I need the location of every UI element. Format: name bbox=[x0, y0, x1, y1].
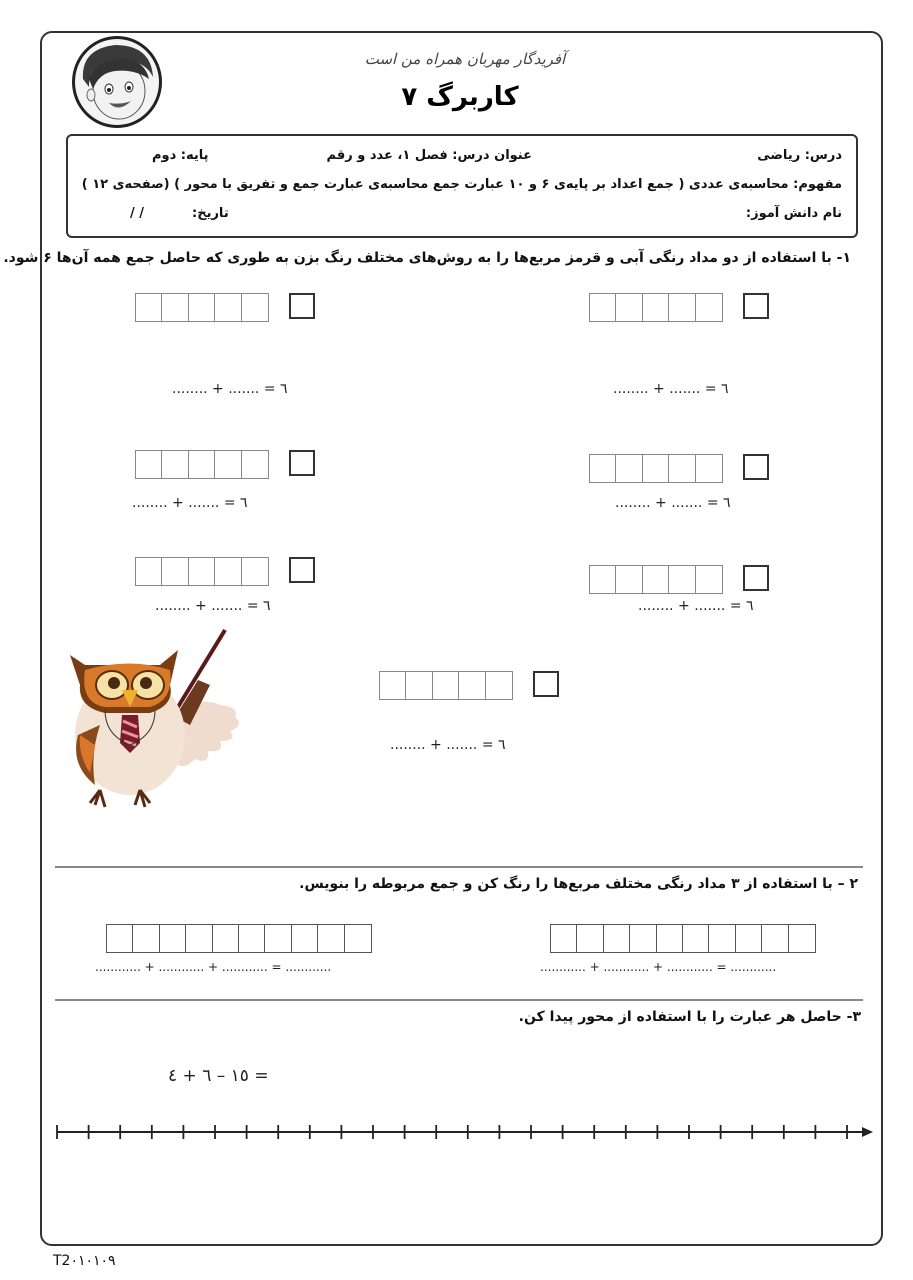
concept-label: مفهوم: محاسبه‌ی عددی ( جمع اعداد بر پایه‌ی ۶ و ۱۰ عبارت جمع محاسبه‌ی عبارت جمع و تفریق با محور ) (صفحه‌ی ۱۲ ) bbox=[81, 177, 842, 192]
square-cell[interactable] bbox=[616, 566, 642, 593]
square-cell[interactable] bbox=[292, 925, 318, 952]
square-strip-r4-center bbox=[379, 671, 513, 700]
square-cell[interactable] bbox=[643, 566, 669, 593]
square-cell[interactable] bbox=[669, 294, 695, 321]
equation-blank-r1-right[interactable]: ........ + ....... = ٦ bbox=[613, 381, 729, 397]
question-2-text: ۲ – با استفاده از ۳ مداد رنگی مختلف مربع‌ها را رنگ کن و جمع مربوطه را بنویس. bbox=[299, 876, 858, 892]
square-cell[interactable] bbox=[604, 925, 630, 952]
square-cell[interactable] bbox=[590, 294, 616, 321]
square-cell[interactable] bbox=[577, 925, 603, 952]
motto-text: آفریدگار مهربان همراه من است bbox=[364, 50, 566, 68]
footer-code: T2۰۱۰۱۰۹ bbox=[53, 1253, 116, 1269]
square-cell[interactable] bbox=[669, 566, 695, 593]
square-cell[interactable] bbox=[189, 558, 215, 585]
square-cell[interactable] bbox=[162, 294, 188, 321]
square-cell[interactable] bbox=[433, 672, 459, 699]
date-field[interactable]: / / bbox=[130, 206, 145, 221]
square-cell[interactable] bbox=[643, 455, 669, 482]
square-cell[interactable] bbox=[380, 672, 406, 699]
section-divider bbox=[55, 999, 863, 1001]
section-divider bbox=[55, 866, 863, 868]
owl-teacher-illustration bbox=[50, 625, 250, 815]
subject-label: درس: ریاضی bbox=[757, 148, 842, 163]
equation-blank-r3-right[interactable]: ........ + ....... = ٦ bbox=[638, 598, 754, 614]
square-strip-right bbox=[550, 924, 816, 953]
square-cell[interactable] bbox=[616, 294, 642, 321]
square-cell[interactable] bbox=[345, 925, 371, 952]
square-cell[interactable] bbox=[709, 925, 735, 952]
square-cell[interactable] bbox=[136, 451, 162, 478]
square-cell[interactable] bbox=[189, 451, 215, 478]
answer-box-r3-left[interactable] bbox=[289, 557, 315, 583]
grade-label: پایه: دوم bbox=[152, 148, 209, 163]
square-cell[interactable] bbox=[242, 294, 268, 321]
square-cell[interactable] bbox=[616, 455, 642, 482]
arrow-right-icon bbox=[862, 1127, 873, 1137]
square-cell[interactable] bbox=[318, 925, 344, 952]
expression: ١٥ – ٦ + ٤ = bbox=[168, 1066, 269, 1086]
square-cell[interactable] bbox=[789, 925, 815, 952]
answer-box-r4-center[interactable] bbox=[533, 671, 559, 697]
answer-box-r2-right[interactable] bbox=[743, 454, 769, 480]
square-strip-r2-left bbox=[135, 450, 269, 479]
square-cell[interactable] bbox=[696, 455, 722, 482]
square-strip-r1-right bbox=[589, 293, 723, 322]
square-cell[interactable] bbox=[107, 925, 133, 952]
square-cell[interactable] bbox=[239, 925, 265, 952]
square-strip-r3-left bbox=[135, 557, 269, 586]
square-cell[interactable] bbox=[189, 294, 215, 321]
question-3-text: ۳- حاصل هر عبارت را با استفاده از محور پیدا کن. bbox=[518, 1009, 861, 1025]
square-strip-r3-right bbox=[589, 565, 723, 594]
square-cell[interactable] bbox=[406, 672, 432, 699]
square-strip-left bbox=[106, 924, 372, 953]
equation-blank-r2-right[interactable]: ........ + ....... = ٦ bbox=[615, 495, 731, 511]
square-cell[interactable] bbox=[630, 925, 656, 952]
page-title: کاربرگ ۷ bbox=[401, 82, 519, 112]
square-cell[interactable] bbox=[162, 558, 188, 585]
lesson-title-label: عنوان درس: فصل ۱، عدد و رقم bbox=[326, 148, 532, 163]
square-cell[interactable] bbox=[133, 925, 159, 952]
number-line bbox=[52, 1115, 877, 1150]
answer-box-r1-left[interactable] bbox=[289, 293, 315, 319]
square-cell[interactable] bbox=[762, 925, 788, 952]
square-cell[interactable] bbox=[213, 925, 239, 952]
square-cell[interactable] bbox=[669, 455, 695, 482]
square-cell[interactable] bbox=[459, 672, 485, 699]
square-cell[interactable] bbox=[215, 294, 241, 321]
equation-blank-r2-left[interactable]: ........ + ....... = ٦ bbox=[132, 495, 248, 511]
square-cell[interactable] bbox=[736, 925, 762, 952]
square-cell[interactable] bbox=[215, 451, 241, 478]
square-cell[interactable] bbox=[136, 558, 162, 585]
student-name-label: نام دانش آموز: bbox=[745, 206, 842, 221]
date-label: تاریخ: bbox=[192, 206, 229, 221]
square-cell[interactable] bbox=[590, 566, 616, 593]
square-cell[interactable] bbox=[551, 925, 577, 952]
square-cell[interactable] bbox=[160, 925, 186, 952]
equation-blank-left[interactable]: ............ + ............ + ............ = ............ bbox=[95, 960, 332, 974]
square-cell[interactable] bbox=[136, 294, 162, 321]
square-strip-r1-left bbox=[135, 293, 269, 322]
answer-box-r1-right[interactable] bbox=[743, 293, 769, 319]
square-cell[interactable] bbox=[242, 558, 268, 585]
square-cell[interactable] bbox=[265, 925, 291, 952]
answer-box-r3-right[interactable] bbox=[743, 565, 769, 591]
square-cell[interactable] bbox=[590, 455, 616, 482]
square-strip-r2-right bbox=[589, 454, 723, 483]
equation-blank-r1-left[interactable]: ........ + ....... = ٦ bbox=[172, 381, 288, 397]
square-cell[interactable] bbox=[186, 925, 212, 952]
square-cell[interactable] bbox=[242, 451, 268, 478]
square-cell[interactable] bbox=[162, 451, 188, 478]
square-cell[interactable] bbox=[657, 925, 683, 952]
question-1-text: ۱- با استفاده از دو مداد رنگی آبی و قرمز مربع‌ها را به روش‌های مختلف رنگ بزن به طوری که حاصل جمع همه آن‌ها ۶ شود. bbox=[3, 250, 851, 266]
equation-blank-r3-left[interactable]: ........ + ....... = ٦ bbox=[155, 598, 271, 614]
boy-face-icon bbox=[72, 36, 162, 128]
square-cell[interactable] bbox=[696, 294, 722, 321]
equation-blank-r4-center[interactable]: ........ + ....... = ٦ bbox=[390, 737, 506, 753]
square-cell[interactable] bbox=[215, 558, 241, 585]
square-cell[interactable] bbox=[643, 294, 669, 321]
square-cell[interactable] bbox=[696, 566, 722, 593]
equation-blank-right[interactable]: ............ + ............ + ............ = ............ bbox=[540, 960, 777, 974]
square-cell[interactable] bbox=[486, 672, 512, 699]
answer-box-r2-left[interactable] bbox=[289, 450, 315, 476]
info-box bbox=[66, 134, 858, 238]
square-cell[interactable] bbox=[683, 925, 709, 952]
